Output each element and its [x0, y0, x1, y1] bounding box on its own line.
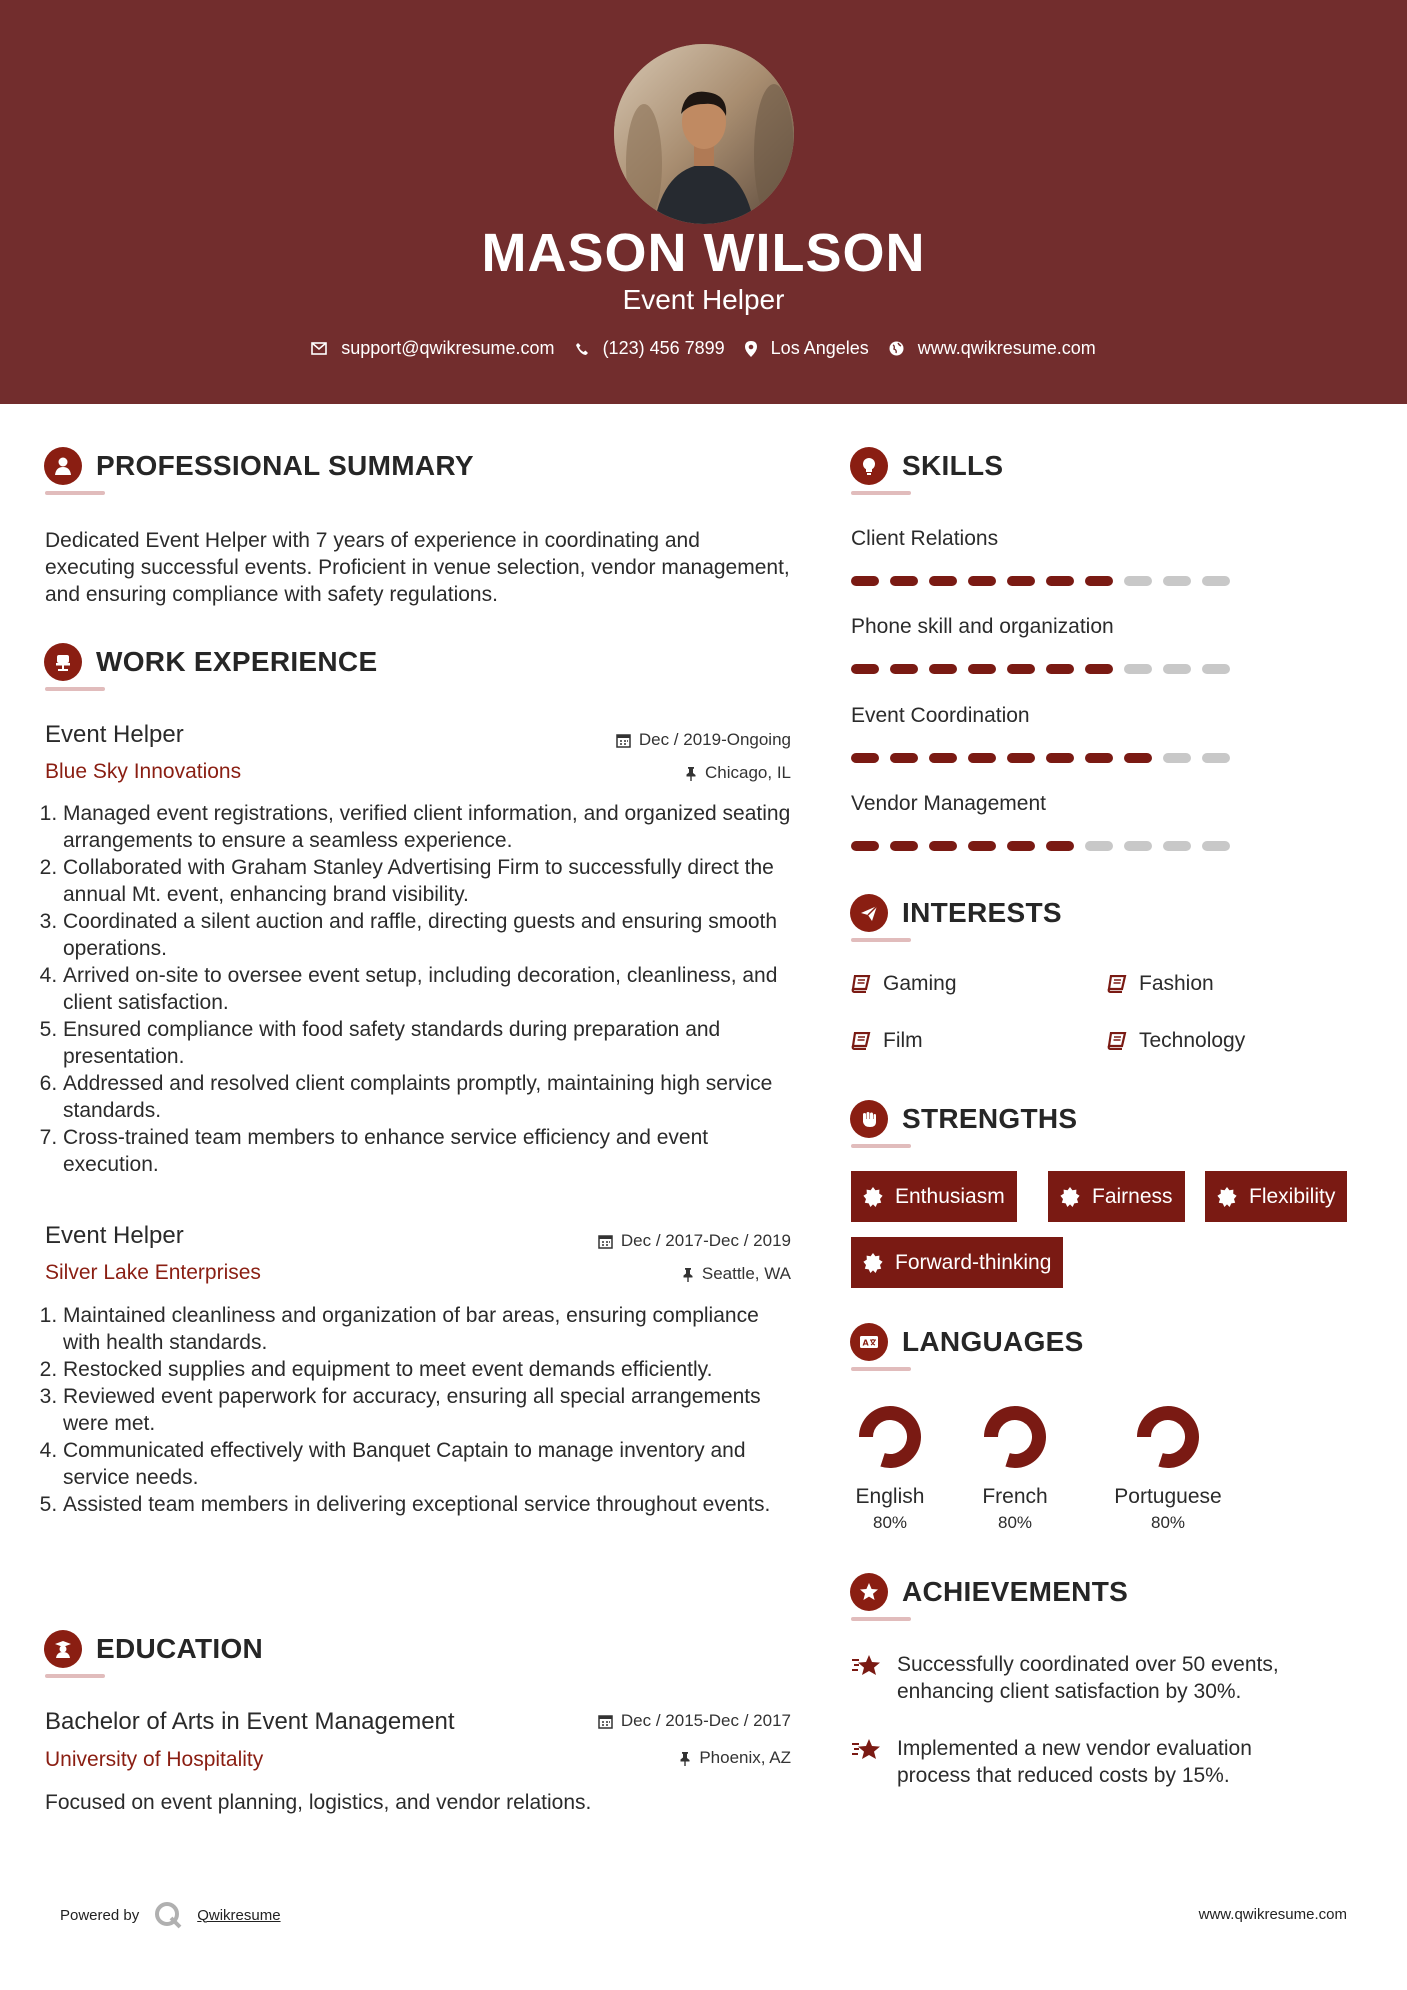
- skill-name: Vendor Management: [851, 792, 1046, 815]
- language-percent: 80%: [872, 1513, 908, 1532]
- job-dates: [520, 1231, 791, 1251]
- interest-item: [1107, 972, 1214, 996]
- job-location-text: Seattle, WA: [701, 1264, 791, 1283]
- language-gauge: [855, 1402, 925, 1472]
- skill-segment-filled: [1046, 753, 1074, 763]
- contact-email[interactable]: [311, 338, 554, 359]
- interests-underline: [851, 938, 911, 942]
- duty-item: 2. Collaborated with Graham Stanley Advertising Firm to successfully direct the annual Mt. event, enhancing brand visibility.: [63, 854, 795, 908]
- interest-label: Fashion: [1139, 972, 1214, 995]
- duty-item: 1. Maintained cleanliness and organization of bar areas, ensuring compliance with health standards.: [63, 1302, 795, 1356]
- contact-location: [745, 338, 869, 359]
- skill-bar: [851, 753, 1241, 763]
- skills-underline: [851, 491, 911, 495]
- badge-icon: [1217, 1187, 1237, 1207]
- skill-segment-filled: [851, 841, 879, 851]
- skill-segment-filled: [1124, 753, 1152, 763]
- experience-underline: [45, 687, 105, 691]
- interest-label: Gaming: [883, 972, 957, 995]
- interest-item: [851, 972, 957, 996]
- job-title: Event Helper: [45, 1222, 184, 1249]
- language-percent: 80%: [997, 1513, 1033, 1532]
- duty-item: 1. Managed event registrations, verified client information, and organized seating arrangements to ensure a seamless experience.: [63, 800, 795, 854]
- calendar-icon: [616, 733, 631, 748]
- contact-bar: [0, 338, 1407, 359]
- education-heading: [44, 1630, 263, 1668]
- skill-segment-empty: [1124, 664, 1152, 674]
- strength-tag: [851, 1171, 1017, 1222]
- skill-bar: [851, 841, 1241, 851]
- skill-segment-empty: [1124, 576, 1152, 586]
- candidate-name: MASON WILSON: [481, 223, 926, 283]
- skill-segment-filled: [890, 841, 918, 851]
- website-text: www.qwikresume.com: [917, 338, 1096, 358]
- interest-item: [851, 1029, 923, 1053]
- job-company: Silver Lake Enterprises: [45, 1261, 261, 1284]
- skill-segment-filled: [1007, 576, 1035, 586]
- interests-title: INTERESTS: [902, 897, 1062, 928]
- language-item: [955, 1402, 1075, 1533]
- skill-segment-filled: [851, 576, 879, 586]
- skill-segment-filled: [1046, 664, 1074, 674]
- experience-title: WORK EXPERIENCE: [96, 646, 378, 677]
- qwikresume-logo-icon: [153, 1900, 183, 1930]
- language-gauge: [1133, 1402, 1203, 1472]
- footer-site[interactable]: www.qwikresume.com: [1198, 1906, 1347, 1923]
- strength-tag: [1048, 1171, 1185, 1222]
- achievement-text: Implemented a new vendor evaluation process that reduced costs by 15%.: [897, 1737, 1252, 1787]
- job-location: [520, 763, 791, 783]
- badge-icon: [863, 1187, 883, 1207]
- phone-text: (123) 456 7899: [602, 338, 725, 358]
- contact-website[interactable]: [889, 338, 1096, 359]
- interests-heading: [850, 894, 1062, 932]
- skill-segment-filled: [890, 753, 918, 763]
- language-name: Portuguese: [1114, 1485, 1222, 1508]
- svg-text:A: A: [862, 1338, 869, 1348]
- duty-item: 5. Ensured compliance with food safety standards during preparation and presentation.: [63, 1016, 795, 1070]
- star-icon: [851, 1653, 883, 1677]
- language-gauge-arc: [1144, 1413, 1192, 1461]
- book-icon: [851, 1032, 871, 1050]
- interest-label: Film: [883, 1029, 923, 1052]
- education-location: [520, 1748, 791, 1768]
- briefcase-chair-icon: [44, 643, 82, 681]
- achievements-underline: [851, 1617, 911, 1621]
- skill-segment-empty: [1202, 576, 1230, 586]
- pushpin-icon: [682, 1267, 694, 1282]
- achievement-text: Successfully coordinated over 50 events, enhancing client satisfaction by 30%.: [897, 1653, 1279, 1703]
- language-item: [1108, 1402, 1228, 1533]
- experience-heading: [44, 643, 377, 681]
- skill-bar: [851, 576, 1241, 586]
- skill-segment-empty: [1124, 841, 1152, 851]
- skill-segment-filled: [929, 576, 957, 586]
- skill-segment-empty: [1163, 753, 1191, 763]
- qwikresume-link[interactable]: Qwikresume: [197, 1906, 281, 1924]
- language-name: French: [982, 1485, 1048, 1508]
- book-icon: [1107, 975, 1127, 993]
- skill-segment-filled: [968, 753, 996, 763]
- education-dates-text: Dec / 2015-Dec / 2017: [620, 1711, 791, 1730]
- education-underline: [45, 1674, 105, 1678]
- job-location: [520, 1264, 791, 1284]
- skills-heading: [850, 447, 1003, 485]
- skill-segment-filled: [968, 841, 996, 851]
- skill-segment-filled: [929, 664, 957, 674]
- education-location-text: Phoenix, AZ: [699, 1748, 791, 1767]
- skill-bar: [851, 664, 1241, 674]
- languages-title: LANGUAGES: [902, 1326, 1084, 1357]
- skill-segment-filled: [851, 753, 879, 763]
- book-icon: [1107, 1032, 1127, 1050]
- skill-segment-filled: [968, 576, 996, 586]
- profile-photo: [614, 44, 794, 224]
- duty-item: 3. Coordinated a silent auction and raffle, directing guests and ensuring smooth operations.: [63, 908, 795, 962]
- summary-underline: [45, 491, 105, 495]
- skill-segment-filled: [929, 841, 957, 851]
- summary-text: Dedicated Event Helper with 7 years of experience in coordinating and executing successful events. Proficient in venue selection, vendor management, and ensuring compliance with safety regulations.: [45, 529, 790, 606]
- lightbulb-icon: [850, 447, 888, 485]
- job-duties: [45, 1302, 795, 1518]
- interest-item: [1107, 1029, 1245, 1053]
- language-percent: 80%: [1150, 1513, 1186, 1532]
- skill-segment-filled: [929, 753, 957, 763]
- achievements-heading: [850, 1573, 1128, 1611]
- strength-label: Enthusiasm: [895, 1184, 1005, 1208]
- skill-segment-filled: [1046, 576, 1074, 586]
- skills-title: SKILLS: [902, 450, 1004, 481]
- skill-segment-empty: [1202, 753, 1230, 763]
- education-dates: [520, 1711, 791, 1731]
- strengths-underline: [851, 1144, 911, 1148]
- skill-segment-filled: [851, 664, 879, 674]
- footer-powered-by: [60, 1900, 281, 1930]
- fist-icon: [850, 1100, 888, 1138]
- skill-segment-filled: [1085, 664, 1113, 674]
- skill-segment-filled: [1007, 753, 1035, 763]
- skill-name: Phone skill and organization: [851, 615, 1114, 638]
- skill-name: Client Relations: [851, 527, 999, 550]
- location-text: Los Angeles: [770, 338, 869, 358]
- job-dates-text: Dec / 2017-Dec / 2019: [620, 1231, 791, 1250]
- star-icon: [851, 1737, 883, 1761]
- book-icon: [851, 975, 871, 993]
- job-title: Event Helper: [45, 721, 184, 748]
- map-pin-icon: [745, 341, 757, 357]
- education-title: EDUCATION: [96, 1633, 264, 1664]
- calendar-icon: [598, 1714, 613, 1729]
- job-company: Blue Sky Innovations: [45, 760, 242, 783]
- skill-segment-filled: [1007, 841, 1035, 851]
- job-location-text: Chicago, IL: [705, 763, 791, 782]
- language-gauge-arc: [991, 1413, 1039, 1461]
- skill-segment-filled: [1085, 753, 1113, 763]
- pushpin-icon: [685, 766, 697, 781]
- candidate-role: Event Helper: [622, 284, 785, 315]
- languages-underline: [851, 1367, 911, 1371]
- graduate-icon: [44, 1630, 82, 1668]
- language-icon: [850, 1323, 888, 1361]
- badge-icon: [1060, 1187, 1080, 1207]
- skill-segment-filled: [1046, 841, 1074, 851]
- strength-label: Flexibility: [1249, 1184, 1336, 1208]
- paper-plane-icon: [850, 894, 888, 932]
- skill-segment-empty: [1202, 841, 1230, 851]
- duty-item: 4. Arrived on-site to oversee event setup, including decoration, cleanliness, and client satisfaction.: [63, 962, 795, 1016]
- strengths-heading: [850, 1100, 1077, 1138]
- globe-icon: [889, 341, 904, 356]
- education-description: Focused on event planning, logistics, and vendor relations.: [45, 1791, 592, 1814]
- badge-icon: [863, 1253, 883, 1273]
- duty-item: 5. Assisted team members in delivering exceptional service throughout events.: [63, 1491, 795, 1518]
- skill-segment-empty: [1163, 841, 1191, 851]
- job-duties: [45, 800, 795, 1178]
- resume-header: [0, 0, 1407, 404]
- envelope-icon: [311, 342, 327, 355]
- duty-item: 3. Reviewed event paperwork for accuracy, ensuring all special arrangements were met.: [63, 1383, 795, 1437]
- skill-segment-filled: [890, 664, 918, 674]
- language-gauge: [980, 1402, 1050, 1472]
- language-item: [830, 1402, 950, 1533]
- summary-title: PROFESSIONAL SUMMARY: [96, 450, 474, 481]
- skill-segment-empty: [1163, 576, 1191, 586]
- degree-title: Bachelor of Arts in Event Management: [45, 1708, 455, 1735]
- skill-segment-empty: [1085, 841, 1113, 851]
- language-gauge-arc: [866, 1413, 914, 1461]
- skill-segment-empty: [1202, 664, 1230, 674]
- powered-by-text: Powered by: [60, 1906, 140, 1924]
- strength-label: Forward-thinking: [895, 1250, 1052, 1274]
- skill-segment-filled: [968, 664, 996, 674]
- duty-item: 2. Restocked supplies and equipment to meet event demands efficiently.: [63, 1356, 795, 1383]
- strength-tag: [1205, 1171, 1347, 1222]
- duty-item: 4. Communicated effectively with Banquet Captain to manage inventory and service needs.: [63, 1437, 795, 1491]
- duty-item: 6. Addressed and resolved client complaints promptly, maintaining high service standards.: [63, 1070, 795, 1124]
- strength-label: Fairness: [1092, 1184, 1173, 1208]
- skill-segment-filled: [890, 576, 918, 586]
- skill-segment-filled: [1085, 576, 1113, 586]
- duty-item: 7. Cross-trained team members to enhance service efficiency and event execution.: [63, 1124, 795, 1178]
- school-name: University of Hospitality: [45, 1748, 264, 1771]
- calendar-icon: [598, 1234, 613, 1249]
- achievement-item: [851, 1735, 1331, 1789]
- achievement-item: [851, 1651, 1331, 1705]
- summary-heading: [44, 447, 474, 485]
- user-icon: [44, 447, 82, 485]
- skill-name: Event Coordination: [851, 704, 1030, 727]
- phone-icon: [575, 342, 589, 356]
- interest-label: Technology: [1139, 1029, 1246, 1052]
- pushpin-icon: [679, 1751, 691, 1766]
- strength-tag: [851, 1237, 1063, 1288]
- skill-segment-filled: [1007, 664, 1035, 674]
- language-name: English: [855, 1485, 925, 1508]
- skill-segment-empty: [1163, 664, 1191, 674]
- contact-phone[interactable]: [575, 338, 725, 359]
- achievements-title: ACHIEVEMENTS: [902, 1576, 1129, 1607]
- languages-heading: [850, 1323, 1084, 1361]
- email-text: support@qwikresume.com: [341, 338, 555, 358]
- star-badge-icon: [850, 1573, 888, 1611]
- job-dates: [520, 730, 791, 750]
- job-dates-text: Dec / 2019-Ongoing: [638, 730, 791, 749]
- strengths-title: STRENGTHS: [902, 1103, 1078, 1134]
